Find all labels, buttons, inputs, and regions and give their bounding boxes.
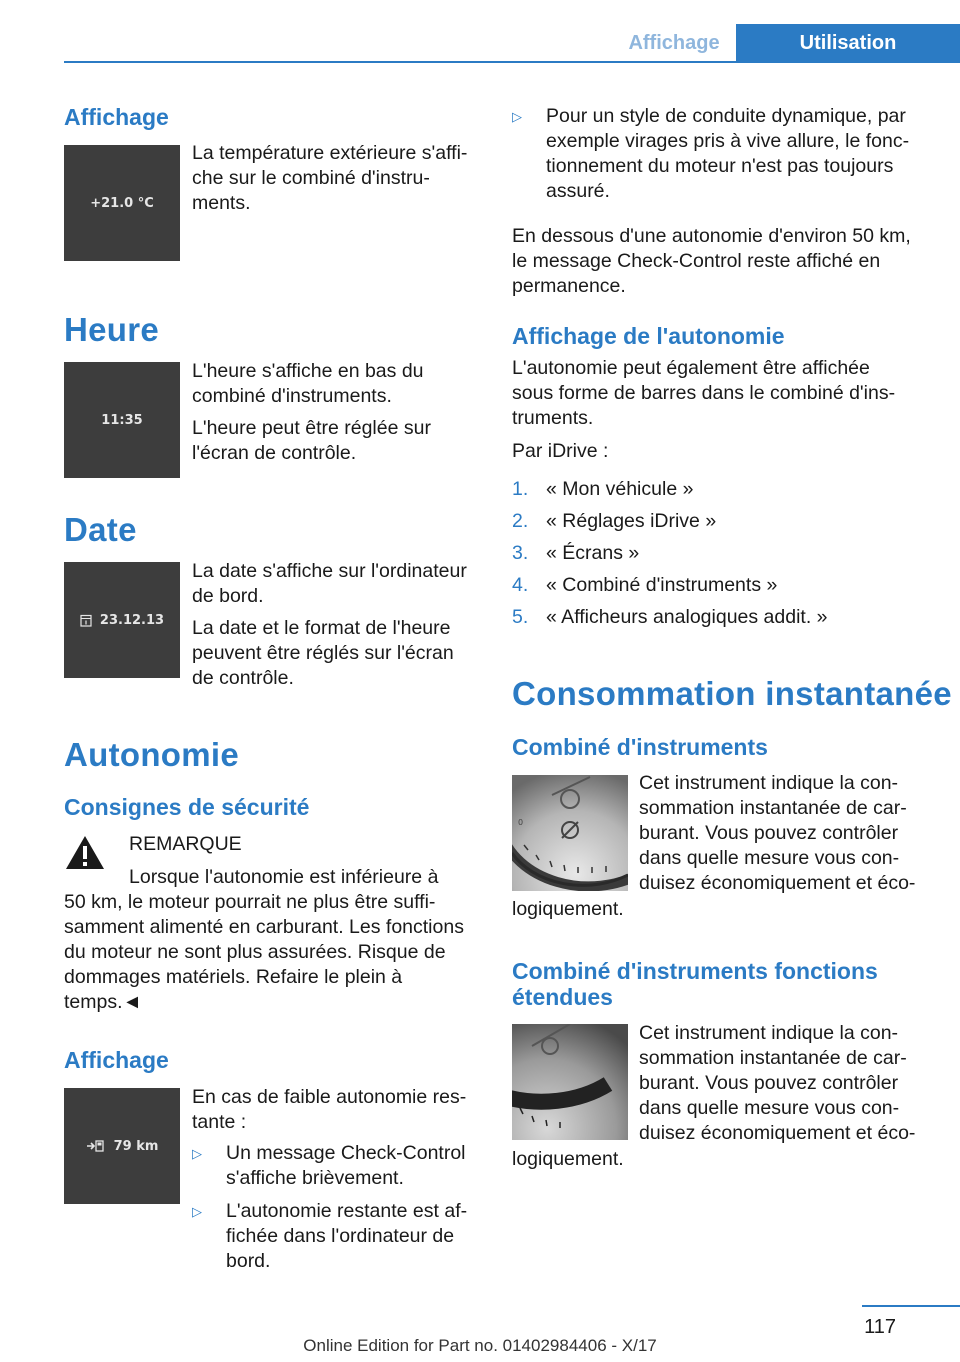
date-readout: 23.12.13 bbox=[99, 612, 165, 628]
remarque-text: 50 km, le moteur pourrait ne plus être suffi- samment alimenté en carburant. Les fonctions du moteur ne sont plus assurées. Risque de dommages matériels. Refaire le plein à temps.◄ bbox=[64, 891, 464, 1013]
range-bullet-1-text: Un message Check-Control s'affiche brièvement. bbox=[226, 1142, 466, 1189]
date-heading: Date bbox=[64, 511, 137, 548]
step-number: 3. bbox=[512, 542, 529, 564]
step-number: 5. bbox=[512, 606, 529, 628]
triangle-bullet-icon: ▷ bbox=[192, 1146, 202, 1161]
date-text-1: La date s'affiche sur l'ordinateur de bord. bbox=[192, 560, 467, 607]
remarque-label: REMARQUE bbox=[129, 833, 242, 855]
step-label: « Réglages iDrive » bbox=[546, 510, 717, 532]
consumption-gauge-extended-image bbox=[512, 1024, 628, 1140]
range-intro: En cas de faible autonomie res- tante : bbox=[192, 1086, 467, 1133]
calendar-icon bbox=[80, 614, 92, 627]
footer-rule bbox=[862, 1305, 960, 1307]
step-label: « Combiné d'instruments » bbox=[546, 574, 778, 596]
date-thumbnail bbox=[64, 562, 180, 678]
step-label: « Mon véhicule » bbox=[546, 478, 694, 500]
range-readout-wrap bbox=[64, 1088, 180, 1204]
consumption-gauge-image bbox=[512, 775, 628, 891]
affichage-heading: Affichage bbox=[64, 104, 169, 130]
affichage-autonomie-heading: Affichage de l'autonomie bbox=[512, 323, 785, 349]
header-rule bbox=[64, 61, 960, 63]
combine-ext-text: Cet instrument indique la con- sommation instantanée de car- burant. Vous pouvez contrôler dans quelle mesure vous con- duisez économiquement et éco- bbox=[639, 1022, 916, 1144]
heure-text-2: L'heure peut être réglée sur l'écran de contrôle. bbox=[192, 417, 431, 464]
heure-heading: Heure bbox=[64, 311, 160, 348]
autonomie-heading: Autonomie bbox=[64, 736, 240, 773]
remarque-text-indent: Lorsque l'autonomie est inférieure à bbox=[129, 866, 439, 888]
date-readout-wrap bbox=[64, 562, 180, 678]
fuel-arrow-icon bbox=[86, 1140, 106, 1152]
dynamic-driving-text: Pour un style de conduite dynamique, par exemple virages pris à vive allure, le fonc- tionnement du moteur n'est pas toujours assuré. bbox=[546, 105, 910, 202]
edition-footer: Online Edition for Part no. 01402984406 - X/17 bbox=[303, 1336, 657, 1355]
page-number: 117 bbox=[864, 1316, 896, 1338]
clock-thumbnail bbox=[64, 362, 180, 478]
date-text-2: La date et le format de l'heure peuvent être réglés sur l'écran de contrôle. bbox=[192, 617, 454, 689]
autonomie-text: L'autonomie peut également être affichée sous forme de barres dans le combiné d'ins- truments. bbox=[512, 357, 896, 429]
affichage-range-heading: Affichage bbox=[64, 1047, 169, 1073]
temperature-readout: +21.0 °C bbox=[90, 195, 154, 211]
combine-text-tail: logiquement. bbox=[512, 898, 624, 920]
consommation-heading: Consommation instantanée bbox=[512, 675, 952, 712]
range-bullet-2-text: L'autonomie restante est af- fichée dans l'ordinateur de bord. bbox=[226, 1200, 468, 1272]
consignes-heading: Consignes de sécurité bbox=[64, 794, 310, 820]
combine-ext-heading: Combiné d'instruments fonctions étendues bbox=[512, 958, 878, 1011]
triangle-bullet-icon: ▷ bbox=[512, 109, 522, 124]
step-label: « Écrans » bbox=[546, 542, 640, 564]
step-number: 4. bbox=[512, 574, 529, 596]
clock-readout: 11:35 bbox=[101, 412, 143, 428]
range-readout: 79 km bbox=[113, 1138, 159, 1154]
step-number: 1. bbox=[512, 478, 529, 500]
heure-text-1: L'heure s'affiche en bas du combiné d'instruments. bbox=[192, 360, 424, 407]
temperature-thumbnail bbox=[64, 145, 180, 261]
para-50km: En dessous d'une autonomie d'environ 50 km, le message Check-Control reste affiché en permanence. bbox=[512, 225, 911, 297]
header-tab-chapter: Utilisation bbox=[736, 24, 960, 62]
header-tab-section: Affichage bbox=[628, 32, 720, 54]
combine-ext-text-tail: logiquement. bbox=[512, 1148, 624, 1170]
step-label: « Afficheurs analogiques addit. » bbox=[546, 606, 828, 628]
range-thumbnail bbox=[64, 1088, 180, 1204]
temperature-text: La température extérieure s'affi- che sur le combiné d'instru- ments. bbox=[192, 142, 468, 214]
idrive-intro: Par iDrive : bbox=[512, 440, 609, 462]
warning-icon bbox=[64, 834, 106, 871]
triangle-bullet-icon: ▷ bbox=[192, 1204, 202, 1219]
combine-heading: Combiné d'instruments bbox=[512, 734, 768, 760]
combine-text: Cet instrument indique la con- sommation instantanée de car- burant. Vous pouvez contrôler dans quelle mesure vous con- duisez économiquement et éco- bbox=[639, 772, 916, 894]
svg-text:0: 0 bbox=[518, 818, 524, 827]
step-number: 2. bbox=[512, 510, 529, 532]
